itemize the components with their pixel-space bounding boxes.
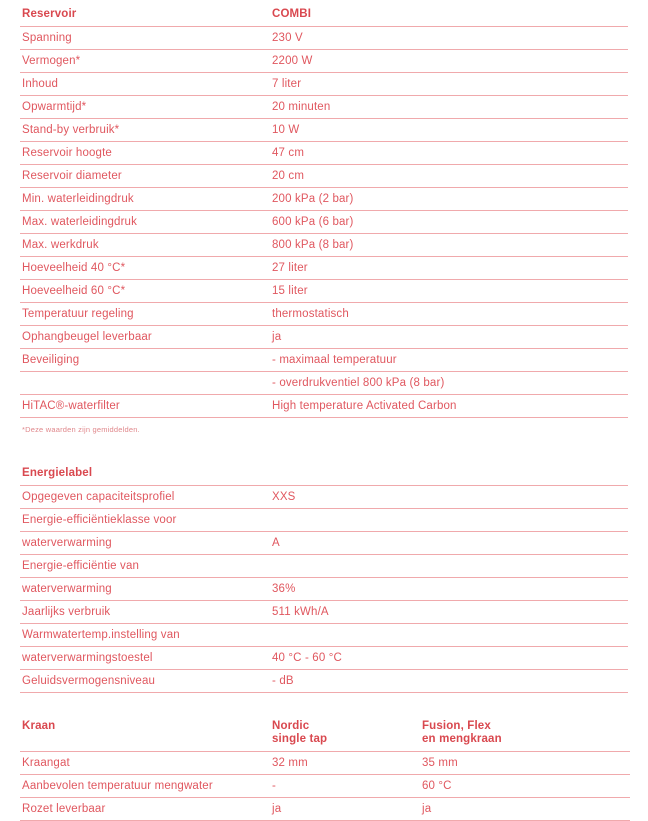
row-value: - dB [272,670,628,693]
row-label: Kraangat [20,752,272,775]
row-label: Energie-efficiëntieklasse voor [20,509,272,532]
row-value: 36% [272,578,628,601]
row-value: 20 cm [272,165,628,188]
table-row [20,165,628,188]
row-value [272,555,628,578]
row-label: Warmwatertemp.instelling van [20,624,272,647]
reservoir-footnote: *Deze waarden zijn gemiddelden. [22,425,140,434]
row-label: Aanbevolen temperatuur mengwater [20,775,272,798]
row-label: Energie-efficiëntie van [20,555,272,578]
kraan-header-label: Kraan [20,713,272,752]
table-row [20,96,628,119]
energielabel-header-label: Energielabel [20,460,272,486]
row-label: Reservoir diameter [20,165,272,188]
table-row [20,578,628,601]
row-value: XXS [272,486,628,509]
row-value: 15 liter [272,280,628,303]
energielabel-header-row [20,460,628,486]
table-row [20,27,628,50]
energielabel-table [20,460,628,693]
row-label: waterverwarming [20,532,272,555]
row-value-1: - [272,775,422,798]
row-label: Stand-by verbruik* [20,119,272,142]
table-row [20,670,628,693]
kraan-col1-line2: single tap [272,733,328,745]
reservoir-header-label: Reservoir [20,0,272,27]
row-value: 511 kWh/A [272,601,628,624]
table-row [20,395,628,418]
row-label: HiTAC®-waterfilter [20,395,272,418]
row-value [272,624,628,647]
table-row [20,349,628,372]
row-value: 27 liter [272,257,628,280]
kraan-header-row [20,713,630,752]
row-label: Jaarlijks verbruik [20,601,272,624]
table-row [20,119,628,142]
row-value: 40 °C - 60 °C [272,647,628,670]
row-label: Rozet leverbaar [20,798,272,821]
row-value: thermostatisch [272,303,628,326]
table-row [20,775,630,798]
row-value: 600 kPa (6 bar) [272,211,628,234]
row-value: 2200 W [272,50,628,73]
row-value: High temperature Activated Carbon [272,395,628,418]
section-gap-2 [0,693,648,713]
table-row [20,188,628,211]
row-label: Vermogen* [20,50,272,73]
kraan-header-col1 [272,713,422,752]
row-label: Geluidsvermogensniveau [20,670,272,693]
row-value [272,509,628,532]
table-row [20,532,628,555]
table-row [20,752,630,775]
section-gap [0,434,648,460]
row-value: - maximaal temperatuur [272,349,628,372]
row-label: Opgegeven capaciteitsprofiel [20,486,272,509]
kraan-col2-line1: Fusion, Flex [422,720,491,732]
reservoir-table [20,0,628,418]
table-row [20,647,628,670]
row-label: Opwarmtijd* [20,96,272,119]
kraan-header-col2 [422,713,630,752]
table-row [20,257,628,280]
table-row [20,280,628,303]
table-row [20,624,628,647]
row-value: 20 minuten [272,96,628,119]
row-value-1: 32 mm [272,752,422,775]
row-value: 47 cm [272,142,628,165]
kraan-table [20,713,630,821]
kraan-col1-line1: Nordic [272,720,310,732]
row-label: Temperatuur regeling [20,303,272,326]
table-row [20,601,628,624]
row-value-1: ja [272,798,422,821]
table-row [20,798,630,821]
table-row [20,303,628,326]
row-value: 230 V [272,27,628,50]
kraan-col2-line2: en mengkraan [422,733,502,745]
reservoir-header-value: COMBI [272,0,628,27]
table-row [20,211,628,234]
row-value: 7 liter [272,73,628,96]
row-label: Hoeveelheid 40 °C* [20,257,272,280]
row-value-2: 60 °C [422,775,630,798]
table-row [20,486,628,509]
table-row [20,142,628,165]
row-label: Reservoir hoogte [20,142,272,165]
row-value-2: ja [422,798,630,821]
row-value: A [272,532,628,555]
row-value: 10 W [272,119,628,142]
row-label: Inhoud [20,73,272,96]
table-row [20,73,628,96]
row-label [20,372,272,395]
row-label: Hoeveelheid 60 °C* [20,280,272,303]
table-row [20,372,628,395]
table-row [20,509,628,532]
row-label: Ophangbeugel leverbaar [20,326,272,349]
table-row [20,50,628,73]
row-label: Max. werkdruk [20,234,272,257]
row-label: Max. waterleidingdruk [20,211,272,234]
row-value: ja [272,326,628,349]
row-label: waterverwarmingstoestel [20,647,272,670]
reservoir-header-row [20,0,628,27]
row-value: - overdrukventiel 800 kPa (8 bar) [272,372,628,395]
row-label: Beveiliging [20,349,272,372]
energielabel-header-value [272,460,628,486]
row-label: Min. waterleidingdruk [20,188,272,211]
row-label: waterverwarming [20,578,272,601]
table-row [20,326,628,349]
row-value: 800 kPa (8 bar) [272,234,628,257]
table-row [20,555,628,578]
row-value-2: 35 mm [422,752,630,775]
row-label: Spanning [20,27,272,50]
row-value: 200 kPa (2 bar) [272,188,628,211]
table-row [20,234,628,257]
